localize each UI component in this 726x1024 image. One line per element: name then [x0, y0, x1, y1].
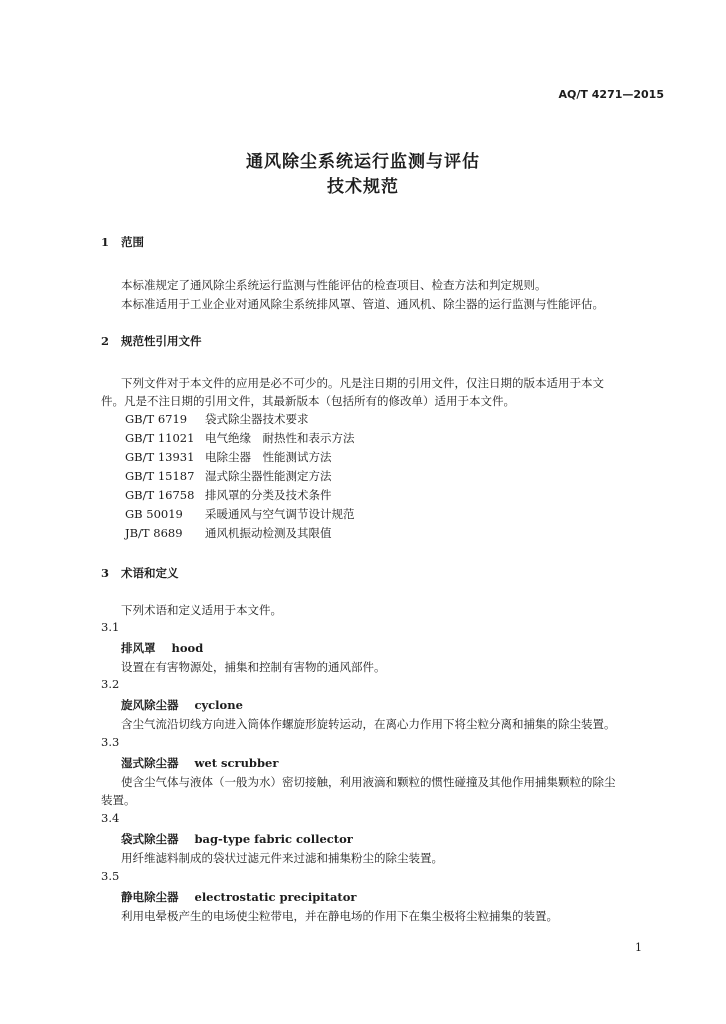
section-1-heading [101, 234, 144, 250]
term-heading [121, 755, 278, 771]
term-number: 3.3 [101, 735, 120, 749]
reference-item [125, 449, 332, 465]
term-en: cyclone [194, 698, 243, 712]
reference-title: 采暖通风与空气调节设计规范 [205, 507, 355, 521]
term-number: 3.1 [101, 620, 120, 634]
section-3-number: 3 [101, 566, 110, 580]
reference-title: 袋式除尘器技术要求 [205, 412, 309, 426]
section-3-intro: 下列术语和定义适用于本文件。 [121, 603, 282, 617]
term-number: 3.2 [101, 677, 120, 691]
reference-code: GB/T 15187 [125, 469, 195, 483]
term-zh: 静电除尘器 [121, 890, 179, 904]
reference-code: GB/T 6719 [125, 412, 188, 426]
term-definition: 利用电晕极产生的电场使尘粒带电，并在静电场的作用下在集尘极将尘粒捕集的装置。 [121, 909, 558, 923]
reference-code: GB/T 16758 [125, 488, 195, 502]
reference-item [125, 487, 332, 503]
reference-code: JB/T 8689 [125, 526, 183, 540]
section-2-title: 规范性引用文件 [121, 334, 202, 348]
term-zh: 袋式除尘器 [121, 832, 179, 846]
section-1-paragraph-2: 本标准适用于工业企业对通风除尘系统排风罩、管道、通风机、除尘器的运行监测与性能评估。 [121, 297, 604, 311]
document-title-line1: 通风除尘系统运行监测与评估 [246, 152, 480, 172]
page-number: 1 [635, 941, 642, 954]
term-definition-continued: 装置。 [101, 793, 136, 807]
reference-code: GB/T 11021 [125, 431, 195, 445]
term-heading [121, 889, 356, 905]
section-2-number: 2 [101, 334, 110, 348]
term-en: bag-type fabric collector [194, 832, 353, 846]
term-en: electrostatic precipitator [194, 890, 357, 904]
term-en: hood [171, 641, 204, 655]
term-heading [121, 831, 353, 847]
term-zh: 旋风除尘器 [121, 698, 179, 712]
term-definition: 含尘气流沿切线方向进入筒体作螺旋形旋转运动，在离心力作用下将尘粒分离和捕集的除尘装置。 [121, 717, 616, 731]
reference-title: 电气绝缘 耐热性和表示方法 [205, 431, 355, 445]
term-zh: 排风罩 [121, 641, 156, 655]
term-heading [121, 697, 243, 713]
section-2-intro-line1: 下列文件对于本文件的应用是必不可少的。凡是注日期的引用文件，仅注日期的版本适用于本文 [121, 376, 604, 390]
term-definition: 使含尘气体与液体（一般为水）密切接触，利用液滴和颗粒的惯性碰撞及其他作用捕集颗粒的除尘 [121, 775, 616, 789]
standard-code: AQ/T 4271—2015 [558, 88, 664, 101]
reference-code: GB 50019 [125, 507, 183, 521]
reference-title: 通风机振动检测及其限值 [205, 526, 332, 540]
reference-item [125, 468, 332, 484]
section-1-number: 1 [101, 235, 110, 249]
term-definition: 设置在有害物源处，捕集和控制有害物的通风部件。 [121, 660, 386, 674]
reference-title: 电除尘器 性能测试方法 [205, 450, 332, 464]
section-1-paragraph-1: 本标准规定了通风除尘系统运行监测与性能评估的检查项目、检查方法和判定规则。 [121, 278, 547, 292]
section-2-heading [101, 333, 202, 349]
reference-title: 湿式除尘器性能测定方法 [205, 469, 332, 483]
section-2-intro-line2: 件。凡是不注日期的引用文件，其最新版本（包括所有的修改单）适用于本文件。 [101, 394, 515, 408]
document-title-line2: 技术规范 [327, 177, 399, 197]
term-number: 3.4 [101, 811, 120, 825]
term-zh: 湿式除尘器 [121, 756, 179, 770]
term-number: 3.5 [101, 869, 120, 883]
reference-title: 排风罩的分类及技术条件 [205, 488, 332, 502]
reference-code: GB/T 13931 [125, 450, 195, 464]
reference-item [125, 411, 309, 427]
reference-item [125, 506, 355, 522]
reference-item [125, 525, 332, 541]
reference-item [125, 430, 355, 446]
section-3-heading [101, 565, 179, 581]
section-3-title: 术语和定义 [121, 566, 179, 580]
term-definition: 用纤维滤料制成的袋状过滤元件来过滤和捕集粉尘的除尘装置。 [121, 851, 443, 865]
term-heading [121, 640, 203, 656]
term-en: wet scrubber [194, 756, 279, 770]
section-1-title: 范围 [121, 235, 144, 249]
